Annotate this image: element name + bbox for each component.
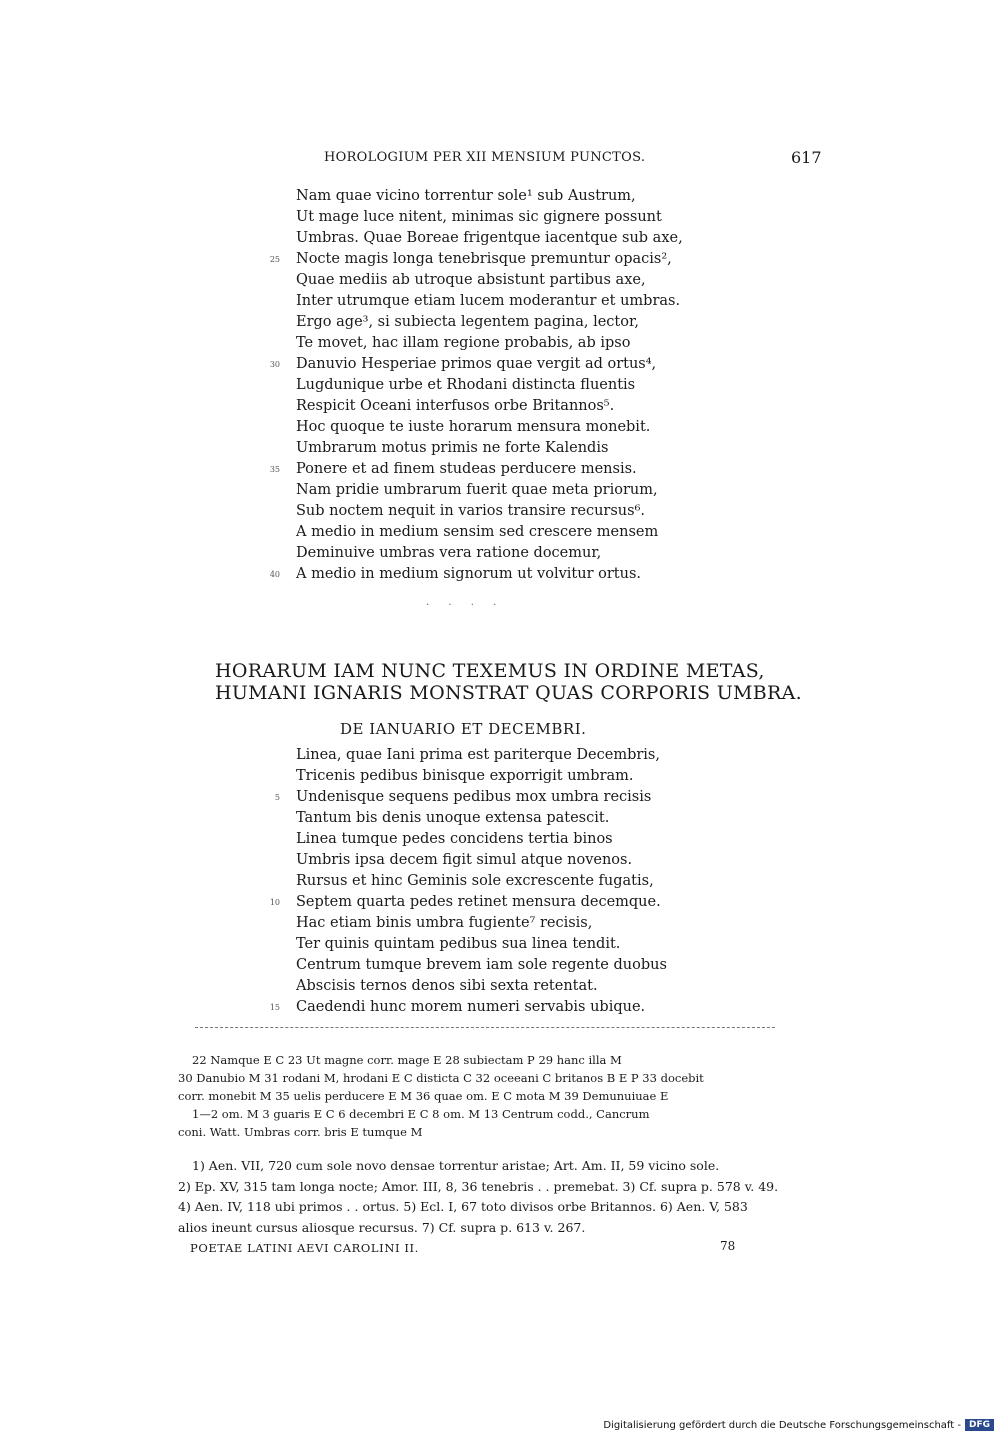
verse-text: Ter quinis quintam pedibus sua linea tendit. <box>296 936 621 952</box>
verse-line <box>296 808 766 829</box>
apparatus-line: 30 Danubio M 31 rodani M, hrodani E C disticta C 32 oceeani C britanos B E P 33 docebit <box>178 1071 704 1085</box>
verse-line <box>296 291 766 312</box>
verse-text: Ergo age³, si subiecta legentem pagina, lector, <box>296 314 639 330</box>
verse-text: Quae mediis ab utroque absistunt partibus axe, <box>296 272 646 288</box>
verse-line <box>296 312 766 333</box>
apparatus-line: 1—2 om. M 3 guaris E C 6 decembri E C 8 om. M 13 Centrum codd., Cancrum <box>192 1107 650 1121</box>
line-number: 25 <box>269 255 280 264</box>
verse-line <box>296 270 766 291</box>
funding-banner <box>0 1418 994 1432</box>
footnote-line: alios ineunt cursus aliosque recursus. 7) Cf. supra p. 613 v. 267. <box>178 1219 586 1235</box>
running-title: HOROLOGIUM PER XII MENSIUM PUNCTOS. <box>324 150 646 165</box>
verse-line <box>296 438 766 459</box>
verse-text: Respicit Oceani interfusos orbe Britannos⁵. <box>296 398 615 414</box>
footnote-line: 4) Aen. IV, 118 ubi primos . . ortus. 5) Ecl. I, 67 toto divisos orbe Britannos. 6) Aen. V, 583 <box>178 1199 748 1214</box>
apparatus-line: corr. monebit M 35 uelis perducere E M 36 quae om. E C mota M 39 Demunuiuae E <box>178 1089 669 1103</box>
verse-text: Caedendi hunc morem numeri servabis ubique. <box>296 999 646 1015</box>
verse-text: Hac etiam binis umbra fugiente⁷ recisis, <box>296 915 593 931</box>
verse-line <box>269 564 766 585</box>
verse-line <box>269 997 766 1018</box>
verse-text: Umbras. Quae Boreae frigentque iacentque sub axe, <box>296 230 683 246</box>
apparatus-line: coni. Watt. Umbras corr. bris E tumque M <box>178 1125 423 1139</box>
footnotes <box>178 1156 823 1238</box>
verse-text: Linea, quae Iani prima est pariterque Decembris, <box>296 747 660 763</box>
verse-text: A medio in medium signorum ut volvitur ortus. <box>296 566 642 582</box>
line-number: 30 <box>269 360 280 369</box>
verse-text: Lugdunique urbe et Rhodani distincta fluentis <box>296 377 636 393</box>
verse-line <box>296 396 766 417</box>
verse-text: Undenisque sequens pedibus mox umbra recisis <box>296 789 652 805</box>
sheet-number: 78 <box>720 1239 736 1253</box>
verse-text: Te movet, hac illam regione probabis, ab ipso <box>296 335 631 351</box>
verse-line <box>296 333 766 354</box>
section-title-line-1: HORARUM IAM NUNC TEXEMUS IN ORDINE METAS, <box>215 660 765 682</box>
verse-line <box>296 417 766 438</box>
line-number: 10 <box>269 898 280 907</box>
verse-text: Nam quae vicino torrentur sole¹ sub Austrum, <box>296 188 636 204</box>
verse-text: Ponere et ad finem studeas perducere mensis. <box>296 461 637 477</box>
verse-line <box>296 501 766 522</box>
funding-text: Digitalisierung gefördert durch die Deutsche Forschungsgemeinschaft - <box>603 1419 961 1431</box>
section-separator: · · · · <box>426 600 505 611</box>
verse-line <box>296 934 766 955</box>
verse-line <box>296 228 766 249</box>
verse-text: Sub noctem nequit in varios transire recursus⁶. <box>296 503 645 519</box>
apparatus-line: 22 Namque E C 23 Ut magne corr. mage E 28 subiectam P 29 hanc illa M <box>192 1053 622 1067</box>
line-number: 40 <box>269 570 280 579</box>
verse-line <box>296 850 766 871</box>
verse-line <box>296 543 766 564</box>
verse-line <box>296 207 766 228</box>
verse-block-1 <box>269 186 766 585</box>
verse-line <box>274 787 766 808</box>
section-title-line-2: HUMANI IGNARIS MONSTRAT QUAS CORPORIS UMBRA. <box>215 682 802 704</box>
verse-line <box>296 766 766 787</box>
line-number: 15 <box>269 1003 280 1012</box>
verse-text: Tantum bis denis unoque extensa patescit. <box>296 810 610 826</box>
verse-line <box>296 976 766 997</box>
verse-line <box>269 354 766 375</box>
signature-line: POETAE LATINI AEVI CAROLINI II. <box>190 1241 419 1255</box>
verse-line <box>296 955 766 976</box>
verse-text: Hoc quoque te iuste horarum mensura monebit. <box>296 419 651 435</box>
verse-text: Umbrarum motus primis ne forte Kalendis <box>296 440 609 456</box>
verse-text: Abscisis ternos denos sibi sexta retentat. <box>296 978 598 994</box>
verse-text: Nam pridie umbrarum fuerit quae meta priorum, <box>296 482 658 498</box>
dfg-logo-icon: DFG <box>965 1419 994 1431</box>
footnote-line: 2) Ep. XV, 315 tam longa nocte; Amor. III, 8, 36 tenebris . . premebat. 3) Cf. supra p. 578 v. 49. <box>178 1178 779 1194</box>
verse-text: Nocte magis longa tenebrisque premuntur opacis², <box>296 251 672 267</box>
verse-line <box>296 522 766 543</box>
verse-text: Tricenis pedibus binisque exporrigit umbram. <box>296 768 634 784</box>
verse-text: A medio in medium sensim sed crescere mensem <box>296 524 659 540</box>
line-number: 35 <box>269 465 280 474</box>
verse-text: Ut mage luce nitent, minimas sic gignere possunt <box>296 209 662 225</box>
verse-line <box>296 913 766 934</box>
critical-apparatus <box>178 1051 823 1141</box>
verse-line <box>296 829 766 850</box>
verse-text: Danuvio Hesperiae primos quae vergit ad ortus⁴, <box>296 356 657 372</box>
verse-text: Inter utrumque etiam lucem moderantur et umbras. <box>296 293 681 309</box>
footnote-line: 1) Aen. VII, 720 cum sole novo densae torrentur aristae; Art. Am. II, 59 vicino sole. <box>192 1158 720 1173</box>
verse-line <box>296 745 766 766</box>
verse-text: Septem quarta pedes retinet mensura decemque. <box>296 894 661 910</box>
verse-text: Centrum tumque brevem iam sole regente duobus <box>296 957 667 973</box>
verse-text: Deminuive umbras vera ratione docemur, <box>296 545 602 561</box>
page-number: 617 <box>791 148 822 167</box>
verse-line <box>296 375 766 396</box>
line-number: 5 <box>274 793 280 802</box>
verse-line <box>296 186 766 207</box>
verse-text: Rursus et hinc Geminis sole excrescente fugatis, <box>296 873 654 889</box>
verse-text: Linea tumque pedes concidens tertia binos <box>296 831 613 847</box>
verse-line <box>296 871 766 892</box>
verse-line <box>269 892 766 913</box>
running-header <box>0 150 1000 170</box>
verse-line <box>296 480 766 501</box>
apparatus-divider <box>195 1027 775 1028</box>
verse-line <box>269 459 766 480</box>
verse-text: Umbris ipsa decem figit simul atque novenos. <box>296 852 633 868</box>
verse-line <box>269 249 766 270</box>
verse-block-2 <box>269 745 766 1018</box>
section-subtitle: DE IANUARIO ET DECEMBRI. <box>340 720 587 738</box>
